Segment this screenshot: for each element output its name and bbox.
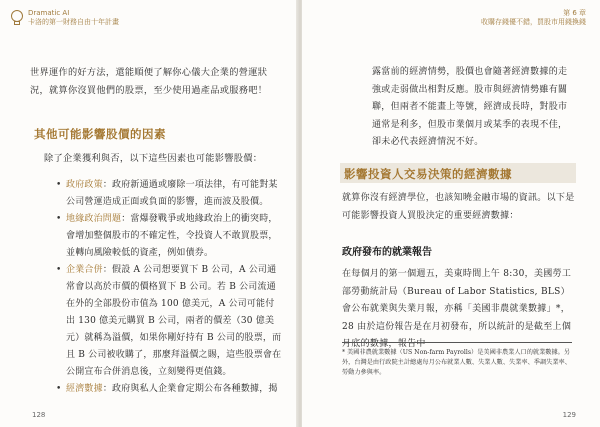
bullet-text: ：政府新通過或廢除一項法律，有可能對某公司營運造成正面或負面的影響，進而波及股價。 <box>66 180 278 207</box>
footnote-divider <box>342 342 572 343</box>
left-section-intro: 除了企業獲利與否，以下這些因素也可能影響股價： <box>44 153 263 164</box>
list-item: • 企業合併：假設 A 公司想要買下 B 公司，A 公司通常會以高於市價的價格買下 B 公司。若 B 公司流通在外的全部股份市值為 100 億美元，A 公司可能付出 130 億美元購買 B 公司，兩者的價差（30 億美元）就稱為溢價，如果你剛好持有 B 公司的股票，而且 B 公司被收購了，那麼拜溢價之賜，這些股票會在公開宣布合併消息後，立刻變得更值錢。 <box>56 265 282 377</box>
bullet-keyword: 企業合併 <box>66 265 103 275</box>
left-page <box>0 0 298 427</box>
factor-list <box>56 177 282 398</box>
running-header-left <box>28 9 119 27</box>
lightbulb-logo-icon <box>10 9 24 27</box>
running-header-right <box>481 9 586 27</box>
right-continued-paragraph: 露當前的經濟情勢，股價也會隨著經濟數據的走強或走弱做出相對反應。股市與經濟情勢雖有關聯，但兩者不能畫上等號，經濟成長時，對股市通常是利多，但股市業個月或某季的表現不佳，卻未必代表經濟情況不好。 <box>372 67 568 147</box>
list-item: • 經濟數據：政府與私人企業會定期公布各種數據，揭 <box>56 384 278 394</box>
book-title: Dramatic AI <box>28 9 70 17</box>
chapter-number: 第 6 章 <box>563 9 586 17</box>
footnote: * 美國非農就業數據（US Non-farm Payrolls）是美國非農業人口的就業數據。另外，台灣是由行政院主計總處每月公布就業人數、失業人數、失業率、季調失業率、勞動力參與率。 <box>342 349 571 376</box>
page-number-left: 128 <box>32 411 46 419</box>
bullet-text: ：政府與私人企業會定期公布各種數據，揭 <box>102 384 278 394</box>
page-number-right: 129 <box>562 411 576 419</box>
bullet-keyword: 政府政策 <box>66 180 103 190</box>
right-body-paragraph: 在每個月的第一個週五，美東時間上午 8:30，美國勞工部勞動統計局（Bureau of Labor Statistics, BLS）會公布就業與失業月報，亦稱「美國非農就業數據」*，28 由於這份報告是在月初發布，所以統計的是截至上個月底的數據，報告中 <box>342 269 572 349</box>
left-intro-paragraph: 世界運作的好方法，還能順便了解你心儀大企業的營運狀況，就算你沒買他們的股票，至少使用過產品或服務吧！ <box>30 67 268 96</box>
bullet-keyword: 地緣政治問題 <box>66 214 122 224</box>
bullet-text: ：當爆發戰爭或地緣政治上的衝突時，會增加整個股市的不確定性，令投資人不敢買股票，並轉向風險較低的資產，例如債券。 <box>66 214 278 258</box>
book-subtitle: 卡洛的第一財務自由十年計畫 <box>28 18 119 26</box>
bullet-keyword: 經濟數據 <box>66 384 103 394</box>
left-section-title: 其他可能影響股價的因素 <box>34 127 166 141</box>
chapter-title: 收購存錢優不錯，買股市用錢換錢 <box>481 18 586 26</box>
subsection-title: 政府發布的就業報告 <box>342 247 432 258</box>
list-item: • 政府政策：政府新通過或廢除一項法律，有可能對某公司營運造成正面或負面的影響，進而波及股價。 <box>56 180 278 207</box>
right-section-intro: 就算你沒有經濟學位，也該知曉金融市場的資訊。以下是可能影響投資人買股決定的重要經濟數據： <box>342 193 575 221</box>
right-section-title: 影響投資人交易決策的經濟數據 <box>344 167 512 181</box>
bullet-text: ：假設 A 公司想要買下 B 公司，A 公司通常會以高於市價的價格買下 B 公司。若 B 公司流通在外的全部股份市值為 100 億美元，A 公司可能付出 130 億美元購買 B 公司，兩者的價差（30 億美元）就稱為溢價，如果你剛好持有 B 公司的股票，而且 B 公司被收購了，那麼拜溢價之賜，這些股票會在公開宣布合併消息後，立刻變得更值錢。 <box>66 265 282 377</box>
list-item: • 地緣政治問題：當爆發戰爭或地緣政治上的衝突時，會增加整個股市的不確定性，令投資人不敢買股票，並轉向風險較低的資產，例如債券。 <box>56 214 278 258</box>
